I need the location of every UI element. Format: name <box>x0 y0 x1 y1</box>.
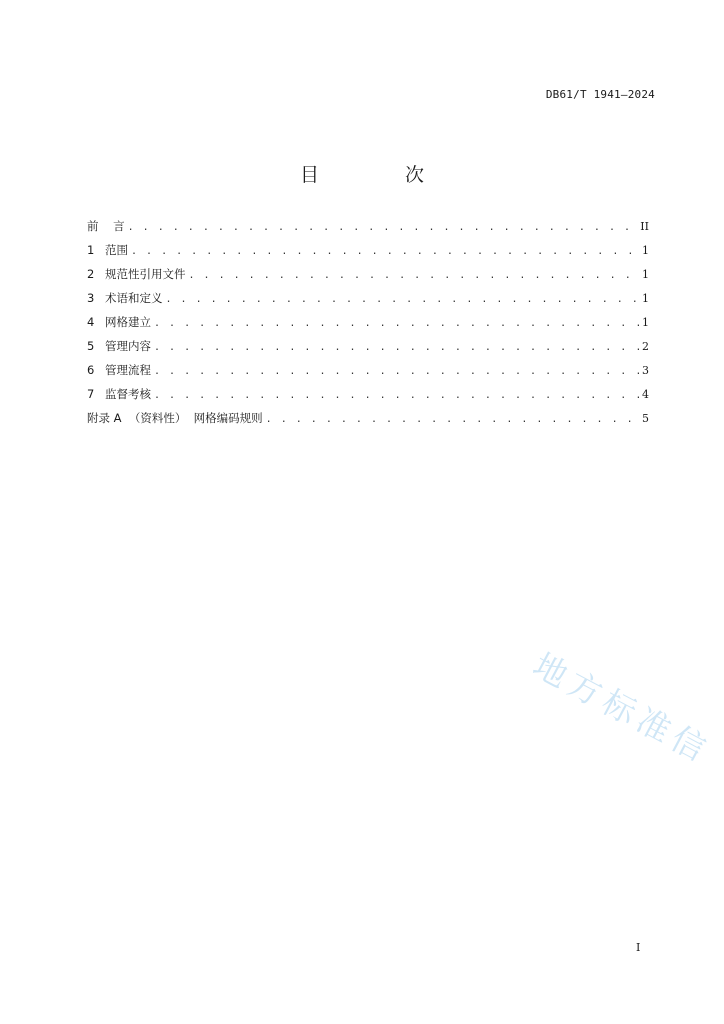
toc-dot-leader <box>154 388 639 404</box>
toc-entry-page: 2 <box>642 340 649 353</box>
toc-entry-label: 术语和定义 <box>105 291 163 305</box>
page-title: 目 次 <box>299 164 465 186</box>
page-number: I <box>636 941 641 954</box>
toc-entry-label: 附录 A （资料性） 网格编码规则 <box>87 411 263 425</box>
standard-code: DB61/T 1941—2024 <box>545 88 655 101</box>
toc-entry-number: 2 <box>87 267 95 281</box>
toc-dot-leader <box>154 316 639 332</box>
toc-entry-label: 管理内容 <box>105 339 151 353</box>
toc-entry-page: 1 <box>642 292 649 305</box>
toc-dot-leader <box>154 340 639 356</box>
toc-entry-label: 前 言 <box>87 219 125 233</box>
toc-dot-leader <box>154 364 639 380</box>
toc-entry-page: 1 <box>642 316 649 329</box>
toc-entry-page: 1 <box>642 244 649 257</box>
table-of-contents <box>87 218 649 434</box>
toc-dot-leader <box>189 268 640 284</box>
toc-entry-label: 监督考核 <box>105 387 151 401</box>
toc-entry-number: 5 <box>87 339 95 353</box>
toc-dot-leader <box>166 292 640 308</box>
toc-entry-page: 1 <box>642 268 649 281</box>
toc-dot-leader <box>128 220 638 236</box>
toc-entry-scope[interactable] <box>87 242 649 266</box>
toc-entry-appendix-a[interactable] <box>87 410 649 434</box>
toc-entry-page: 4 <box>642 388 649 401</box>
toc-entry-number: 7 <box>87 387 95 401</box>
toc-entry-page: 3 <box>642 364 649 377</box>
toc-dot-leader <box>266 412 639 428</box>
toc-entry-label: 网格建立 <box>105 315 151 329</box>
toc-entry-normative-references[interactable] <box>87 266 649 290</box>
toc-entry-number: 4 <box>87 315 95 329</box>
toc-entry-terms-definitions[interactable] <box>87 290 649 314</box>
toc-entry-page: 5 <box>642 412 649 425</box>
toc-entry-number: 3 <box>87 291 95 305</box>
toc-entry-grid-establishment[interactable] <box>87 314 649 338</box>
toc-entry-supervision-assessment[interactable] <box>87 386 649 410</box>
toc-entry-label: 管理流程 <box>105 363 151 377</box>
toc-dot-leader <box>131 244 639 260</box>
watermark: 地方标准信 <box>526 645 718 772</box>
toc-entry-label: 规范性引用文件 <box>105 267 186 281</box>
toc-entry-label: 范围 <box>105 243 128 257</box>
toc-entry-page: II <box>640 220 649 233</box>
toc-entry-management-content[interactable] <box>87 338 649 362</box>
toc-entry-foreword[interactable] <box>87 218 649 242</box>
toc-entry-number: 1 <box>87 243 95 257</box>
toc-entry-management-process[interactable] <box>87 362 649 386</box>
toc-entry-number: 6 <box>87 363 95 377</box>
